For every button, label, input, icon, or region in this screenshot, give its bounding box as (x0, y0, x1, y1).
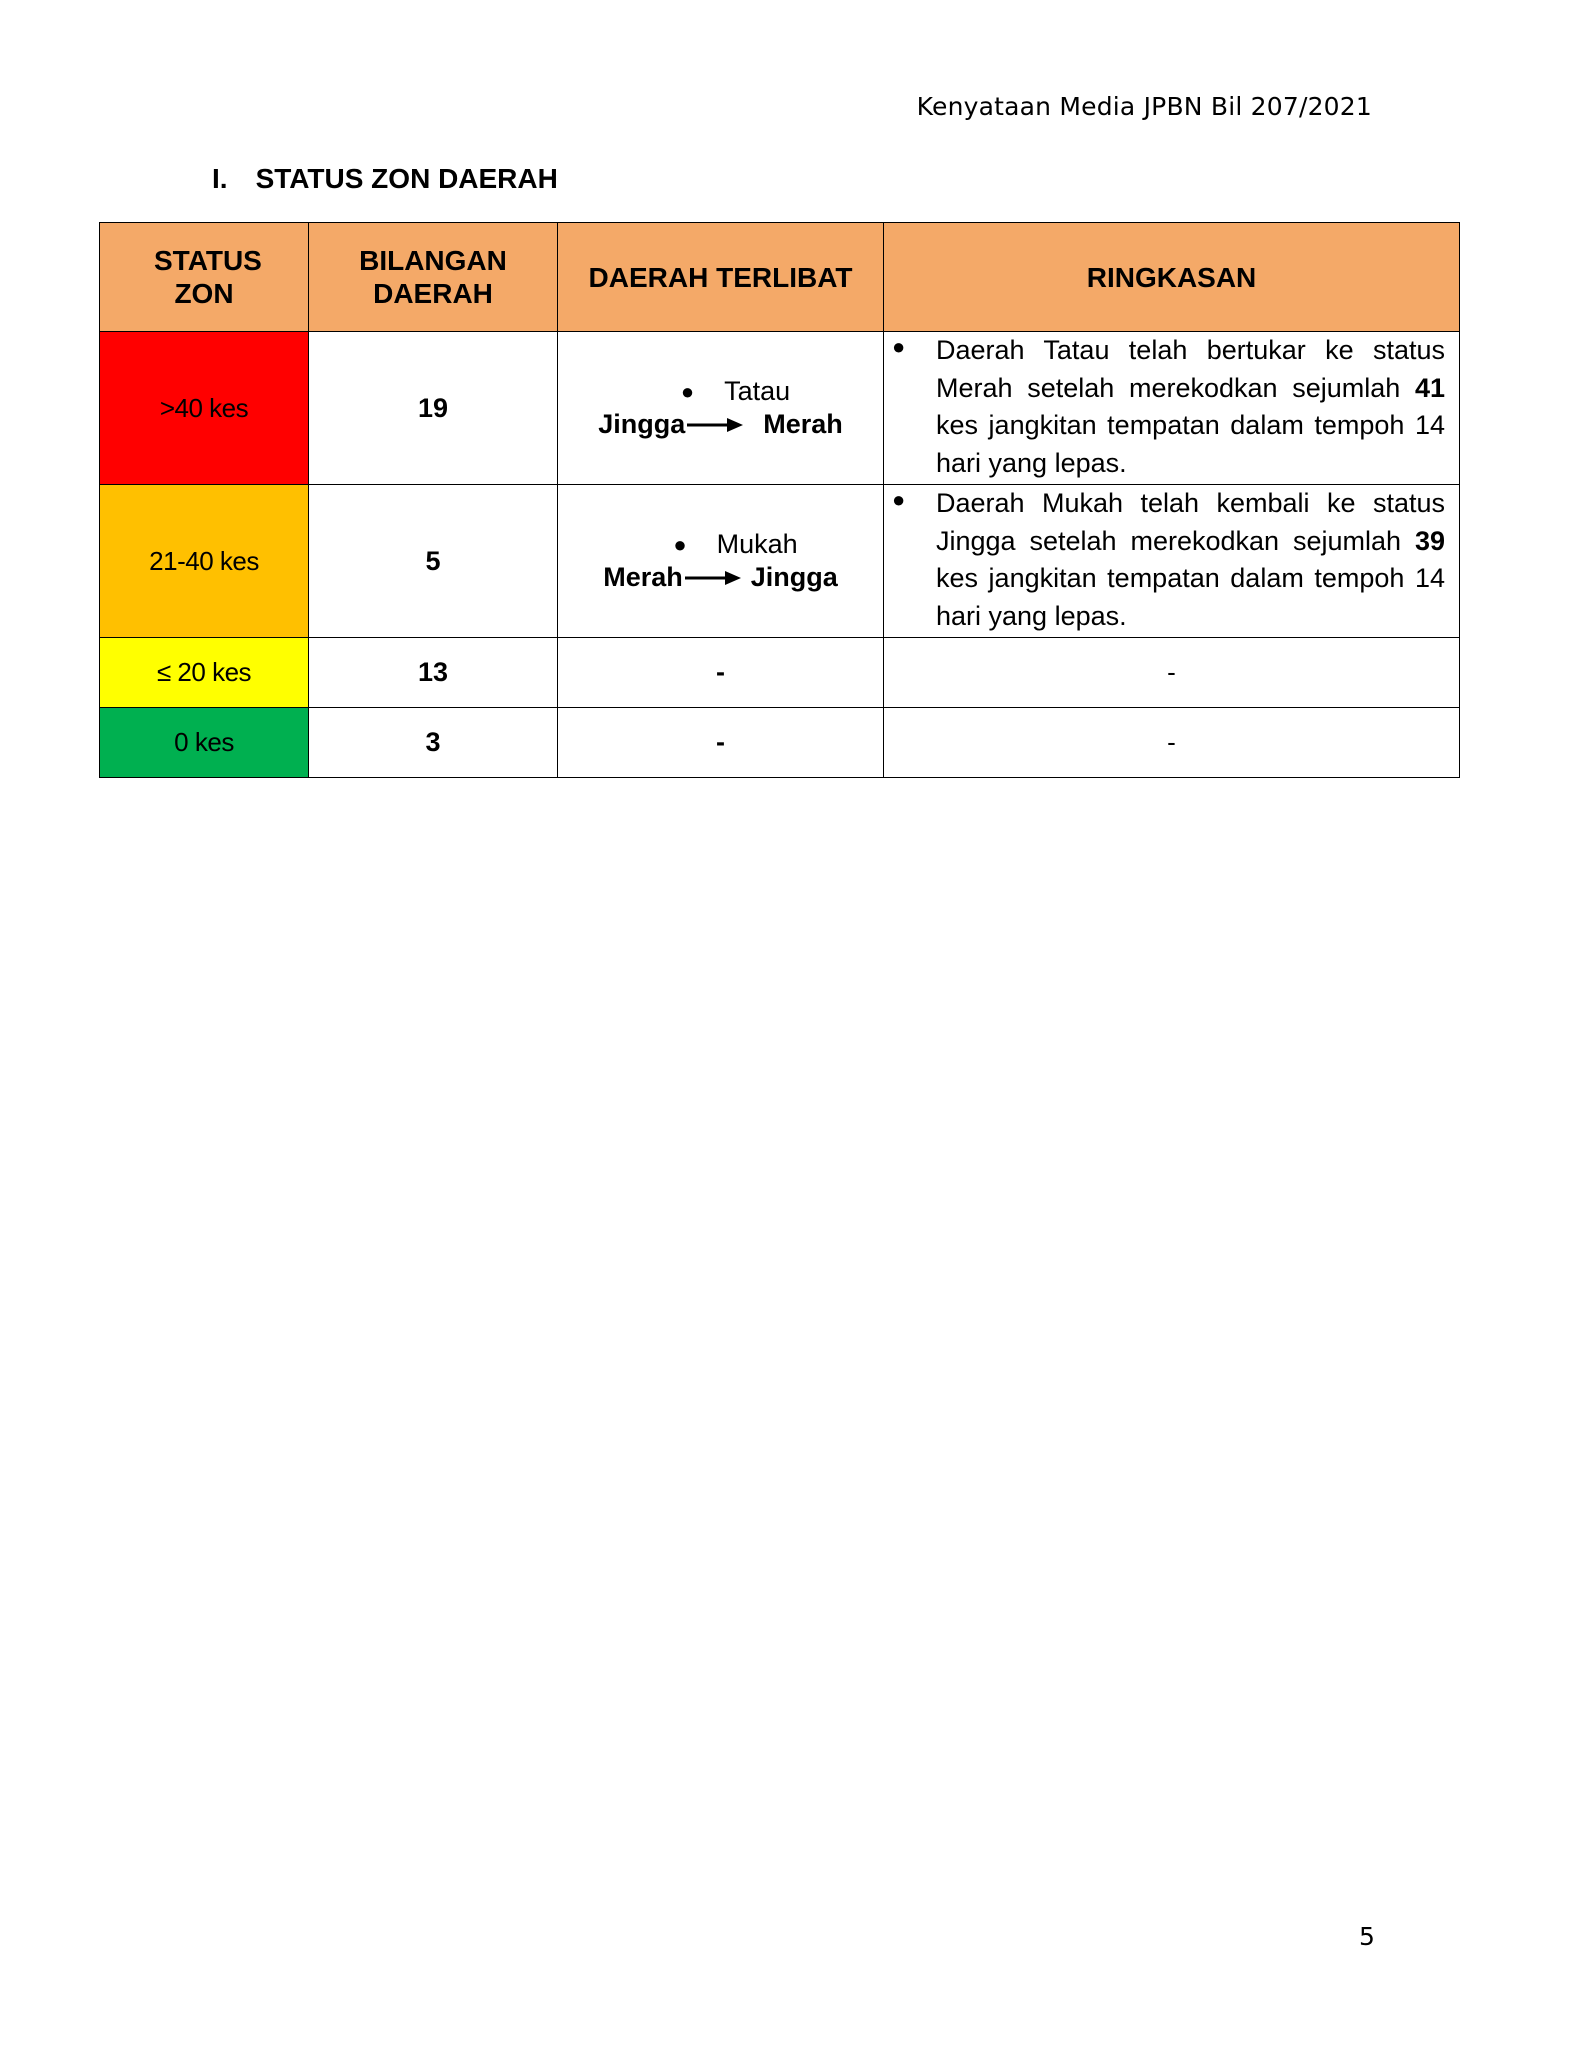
zone-status-cell: 0 kes (100, 708, 309, 778)
header-ringkasan: RINGKASAN (884, 223, 1460, 332)
summary-cell: - (884, 708, 1460, 778)
summary-cell (884, 485, 1460, 638)
district-count-cell: 5 (309, 485, 558, 638)
district-name: Tatau (724, 376, 791, 406)
zone-status-cell: ≤ 20 kes (100, 638, 309, 708)
zone-status-cell: >40 kes (100, 332, 309, 485)
table-header-row (100, 223, 1460, 332)
status-to: Jingga (750, 562, 838, 592)
status-from: Jingga (598, 409, 686, 439)
summary-text: Daerah Tatau telah bertukar ke status Merah setelah merekodkan sejumlah 41 kes jangkitan tempatan dalam tempoh 14 hari yang lepas. (936, 335, 1445, 478)
bullet-icon: ● (892, 487, 906, 512)
district-count-cell: 19 (309, 332, 558, 485)
status-from: Merah (603, 562, 683, 592)
district-transition-cell (558, 332, 884, 485)
arrow-right-icon (685, 570, 741, 586)
case-count: 39 (1414, 525, 1445, 556)
header-daerah-terlibat: DAERAH TERLIBAT (558, 223, 884, 332)
section-title-text: STATUS ZON DAERAH (255, 163, 558, 194)
header-status-zon: STATUS ZON (100, 223, 309, 332)
table-row (100, 332, 1460, 485)
district-count-cell: 3 (309, 708, 558, 778)
district-transition-cell: - (558, 708, 884, 778)
zone-status-cell: 21-40 kes (100, 485, 309, 638)
bullet-icon: ● (673, 532, 687, 557)
summary-cell (884, 332, 1460, 485)
zone-status-table (99, 222, 1460, 778)
summary-cell: - (884, 638, 1460, 708)
table-row (100, 708, 1460, 778)
page-number: 5 (1359, 1922, 1375, 1951)
status-to: Merah (763, 409, 843, 439)
district-name: Mukah (716, 529, 798, 559)
case-count: 41 (1414, 372, 1445, 403)
section-title (212, 163, 558, 195)
district-count-cell: 13 (309, 638, 558, 708)
bullet-icon: ● (892, 334, 906, 359)
district-transition-cell: - (558, 638, 884, 708)
arrow-right-icon (687, 417, 743, 433)
table-row (100, 485, 1460, 638)
section-number: I. (212, 163, 228, 194)
district-transition-cell (558, 485, 884, 638)
summary-text: Daerah Mukah telah kembali ke status Jingga setelah merekodkan sejumlah 39 kes jangkitan tempatan dalam tempoh 14 hari yang lepas. (936, 488, 1445, 631)
document-reference: Kenyataan Media JPBN Bil 207/2021 (916, 92, 1372, 121)
bullet-icon: ● (680, 379, 695, 404)
table-row (100, 638, 1460, 708)
header-bilangan-daerah: BILANGAN DAERAH (309, 223, 558, 332)
